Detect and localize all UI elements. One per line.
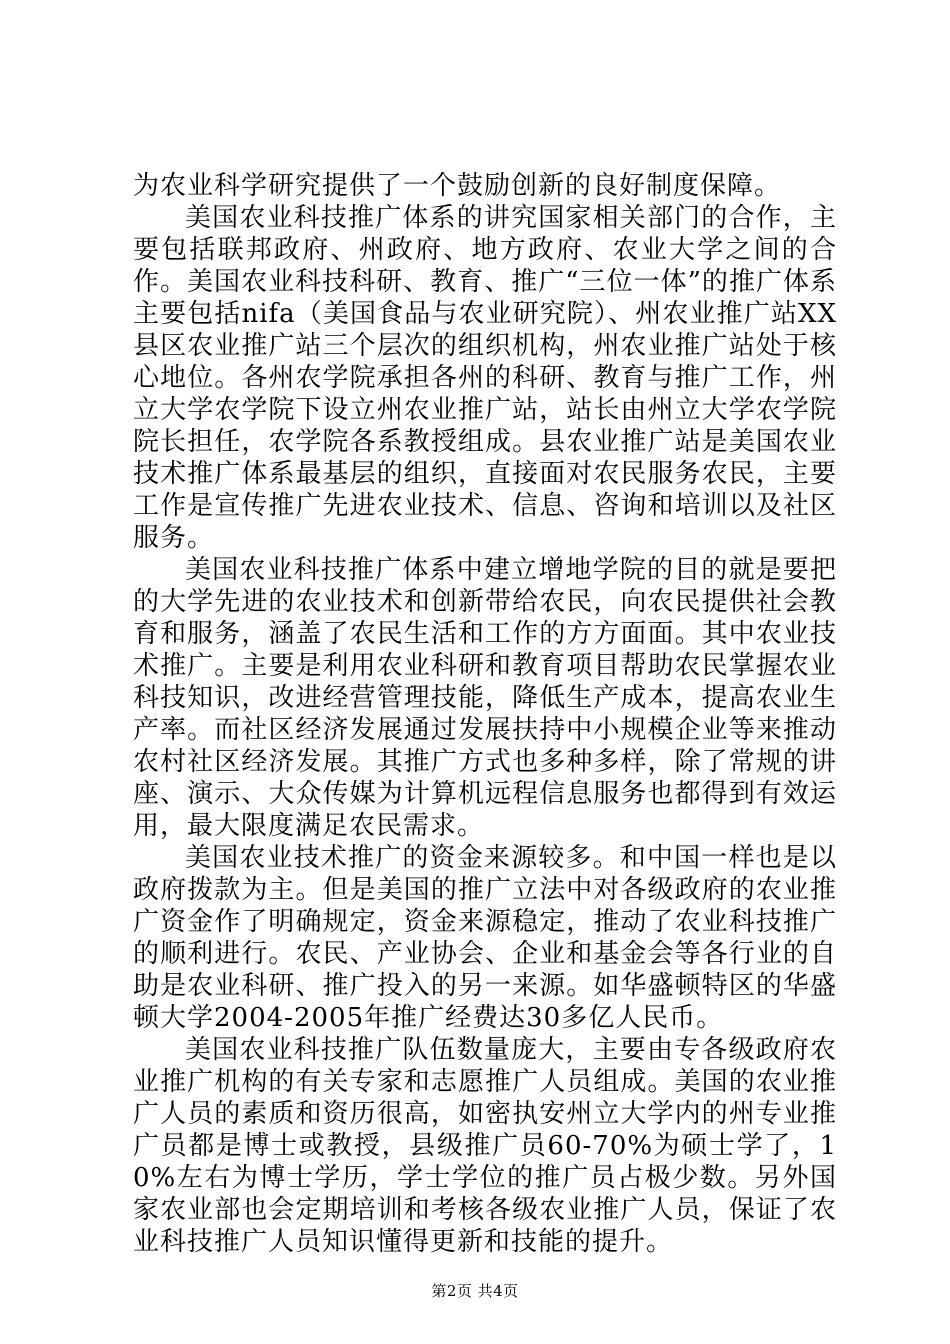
document-body xyxy=(133,170,837,1258)
paragraph-cooperation: 美国农业科技推广体系的讲究国家相关部门的合作，主要包括联邦政府、州政府、地方政府、农业大学之间的合作。美国农业科技科研、教育、推广“三位一体”的推广体系主要包括nifa（美国食品与农业研究院）、州农业推广站XX县区农业推广站三个层次的组织机构，州农业推广站处于核心地位。各州农学院承担各州的科研、教育与推广工作，州立大学农学院下设立州农业推广站，站长由州立大学农学院院长担任，农学院各系教授组成。县农业推广站是美国农业技术推广体系最基层的组织，直接面对农民服务农民，主要工作是宣传推广先进农业技术、信息、咨询和培训以及社区服务。 xyxy=(133,203,837,553)
paragraph-land-grant-college: 美国农业科技推广体系中建立增地学院的目的就是要把的大学先进的农业技术和创新带给农民，向农民提供社会教育和服务，涵盖了农民生活和工作的方方面面。其中农业技术推广。主要是利用农业科研和教育项目帮助农民掌握农业科技知识，改进经营管理技能，降低生产成本，提高农业生产率。而社区经济发展通过发展扶持中小规模企业等来推动农村社区经济发展。其推广方式也多种多样，除了常规的讲座、演示、大众传媒为计算机远程信息服务也都得到有效运用，最大限度满足农民需求。 xyxy=(133,555,837,841)
paragraph-personnel: 美国农业科技推广队伍数量庞大，主要由专各级政府农业推广机构的有关专家和志愿推广人员组成。美国的农业推广人员的素质和资历很高，如密执安州立大学内的州专业推广员都是博士或教授，县级推广员60-70%为硕士学了，10%左右为博士学历，学士学位的推广员占极少数。另外国家农业部也会定期培训和考核各级农业推广人员，保证了农业科技推广人员知识懂得更新和技能的提升。 xyxy=(133,1035,837,1257)
paragraph-funding: 美国农业技术推广的资金来源较多。和中国一样也是以政府拨款为主。但是美国的推广立法中对各级政府的农业推广资金作了明确规定，资金来源稳定，推动了农业科技推广的顺利进行。农民、产业协会、企业和基金会等各行业的自助是农业科研、推广投入的另一来源。如华盛顿特区的华盛顿大学2004-2005年推广经费达30多亿人民币。 xyxy=(133,843,837,1033)
paragraph-continuation: 为农业科学研究提供了一个鼓励创新的良好制度保障。 xyxy=(133,171,782,201)
page-number-footer: 第2页 共4页 xyxy=(431,1282,519,1300)
